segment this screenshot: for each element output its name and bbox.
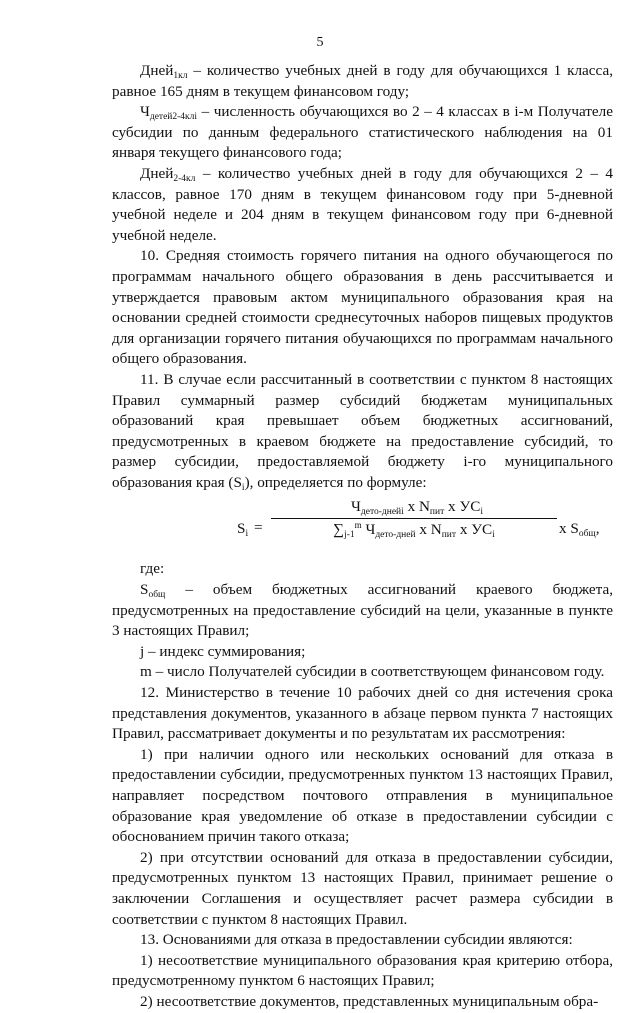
symbol-subscript: 2-4кл bbox=[173, 173, 196, 184]
symbol: S bbox=[140, 581, 149, 599]
formula-fraction bbox=[269, 497, 559, 541]
definition-text: – объем бюджетных ассигнований краевого бюджета, предусмотренных на предоставление субсидий на цели, указанные в пункте 3 настоящих Правил; bbox=[112, 581, 613, 640]
paragraph-13-item-2: 2) несоответствие документов, представленных муниципальным обра- bbox=[140, 992, 599, 1010]
where-label: где: bbox=[140, 560, 165, 578]
paragraph-11 bbox=[112, 370, 613, 494]
definition-j: j – индекс суммирования; bbox=[140, 642, 306, 660]
formula-equals: = bbox=[254, 519, 263, 537]
definition-text: – количество учебных дней в году для обучающихся 1 класса, равное 165 дням в текущем финансовом году; bbox=[112, 62, 613, 100]
document-body bbox=[112, 61, 613, 1013]
definition-total-budget bbox=[112, 580, 613, 642]
definition-text: – численность обучающихся во 2 – 4 классах в i-м Получателе субсидии по данным федерального статистического наблюдения на 01 января текущего финансового года; bbox=[112, 103, 613, 162]
definition-days-grades2-4 bbox=[112, 164, 613, 246]
paragraph-11-tail: ), определяется по формуле: bbox=[244, 473, 427, 491]
page-number: 5 bbox=[316, 35, 324, 50]
paragraph-12-item-2: 2) при отсутствии оснований для отказа в предоставлении субсидии, предусмотренных пунктом 13 настоящих Правил, принимает решение о заключении Соглашения и осуществляет расчет размера субсидии в соответствии с пунктом 8 настоящих Правил. bbox=[112, 848, 613, 928]
formula-lhs: $S_i$ bbox=[237, 520, 249, 540]
symbol-subscript: детей2-4клi bbox=[149, 112, 198, 123]
paragraph-12: 12. Министерство в течение 10 рабочих дней со дня истечения срока представления документов, указанного в абзаце первом пункта 7 настоящих Правил, рассматривает документы и по результатам их рассмотрения: bbox=[112, 684, 613, 743]
symbol: Ч bbox=[140, 103, 150, 121]
paragraph-11-text: 11. В случае если рассчитанный в соответствии с пунктом 8 настоящих Правил суммарный размер субсидий бюджетам муниципальных образований края превышает объем бюджетных ассигнований, предусмотренных в краевом бюджете на предоставление субсидий, то размер субсидии, предоставляемой бюджету i-го муниципального образования края (S bbox=[112, 370, 613, 491]
formula-denominator: $\sum_{j-1}^m$ $Ч_{дето-дней}$ x $N_{пит}$ x $УС_i$ bbox=[333, 520, 495, 541]
symbol-subscript: 1кл bbox=[173, 71, 188, 81]
symbol: Дней bbox=[140, 62, 174, 79]
definition-children-count bbox=[112, 102, 613, 164]
definition-text: – количество учебных дней в году для обучающихся 2 – 4 классов, равное 170 дням в текущем финансовом году при 5-дневной учебной неделе и 204 дням в текущем финансовом году при 6-дневной учебной неделе. bbox=[112, 164, 613, 244]
symbol-subscript: общ bbox=[148, 590, 166, 601]
subsidy-formula bbox=[112, 497, 613, 557]
definition-days-grade1 bbox=[112, 61, 613, 102]
symbol: Дней bbox=[140, 164, 174, 182]
paragraph-13-item-1: 1) несоответствие муниципального образования края критерию отбора, предусмотренному пунктом 6 настоящих Правил; bbox=[112, 951, 613, 990]
formula-numerator: $Ч_{дето-днейi}$ x $N_{пит}$ x $УС_i$ bbox=[351, 498, 483, 518]
paragraph-13: 13. Основаниями для отказа в предоставлении субсидии являются: bbox=[140, 931, 573, 949]
paragraph-10: 10. Средняя стоимость горячего питания на одного обучающегося по программам начального общего образования в день рассчитывается и утверждается правовым актом муниципального образования края на основании средней стоимости среднесуточных наборов пищевых продуктов для организации горячего питания обучающихся по программам начального общего образования. bbox=[112, 247, 613, 368]
paragraph-12-item-1: 1) при наличии одного или нескольких оснований для отказа в предоставлении субсидии, предусмотренных пунктом 13 настоящих Правил, направляет посредством почтового отправления в муниципальное образование края уведомление об отказе в предоставлении субсидии с обоснованием причин такого отказа; bbox=[112, 745, 613, 846]
definition-m: m – число Получателей субсидии в соответствующем финансовом году. bbox=[140, 663, 605, 681]
paragraph-11-subscript: i bbox=[241, 482, 245, 493]
formula-rhs: x $S_{общ}$, bbox=[559, 520, 600, 540]
